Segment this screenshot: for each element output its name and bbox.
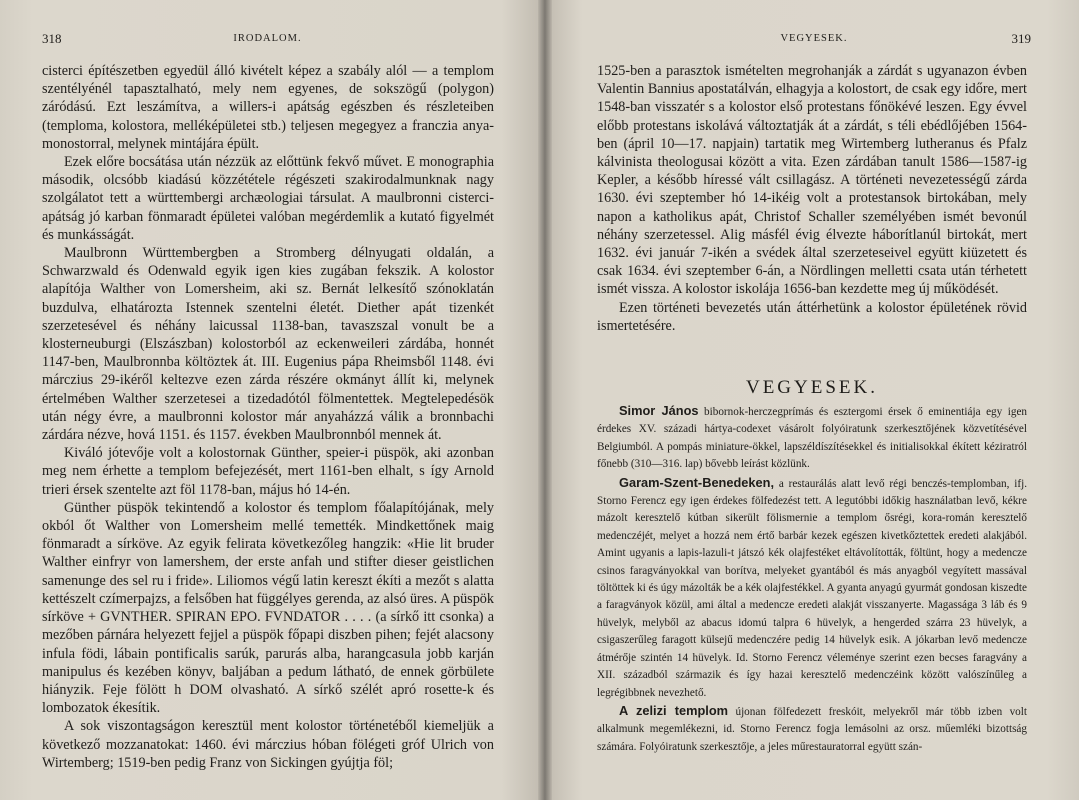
page-number-right: 319: [1011, 31, 1031, 46]
notice-lead: Garam-Szent-Benedeken,: [619, 474, 775, 490]
notices-column: [597, 402, 1027, 756]
notice-item: [597, 402, 1027, 474]
running-head-left: IRODALOM.: [233, 33, 302, 44]
notice-lead: A zelizi templom: [619, 702, 729, 718]
paragraph: A sok viszontagságon keresztül ment kolostor történetéből kiemeljük a következő mozzanatokat: 1460. évi márczius hóban fölégeti gróf Ulrich von Wirtemberg; 1519-ben pedig Franz von Sickingen gyújtja föl;: [42, 718, 494, 771]
paragraph: cisterci építészetben egyedül álló kivételt képez a szabály alól — a templom szentélyénél tapasztalható, mely nem egyenes, de sokszögű (polygon) záródású. Ezt leszámítva, a willers-i apátság egészben és részleteiben (temploma, kolostora, melléképületei stb.) teljesen megegyez a franczia anya-monostorral, melynek mintájára épült.: [42, 63, 494, 152]
right-body-text: [597, 62, 1027, 335]
left-running-head: [42, 33, 493, 49]
notice-item: [597, 474, 1027, 702]
running-head-right: VEGYESEK.: [780, 33, 848, 44]
page-number-left: 318: [42, 31, 62, 46]
book-gutter: [538, 0, 552, 800]
section-title: VEGYESEK.: [745, 377, 879, 398]
notice-lead: Simor János: [619, 403, 699, 418]
paragraph: Maulbronn Württembergben a Stromberg délnyugati oldalán, a Schwarzwald és Odenwald egyik igen kies zugában fekszik. A kolostor alapítója Walther von Lomersheim, aki sz. Bernát lelkesítő szónoklatán buzdulva, elhatározta Istennek szentelni életét. Diether apát tizenkét szerzetesével és néhány laicussal 1138-ban, tavaszszal vonult be a klosterneuburgi (Elszászban) kolostorból az eckenweileri zárdába, honnét 1147-ben, Maulbronnba költöztek át. III. Eugenius pápa Rheimsből 1148. évi márczius 29-ikéről keltezve ezen zárda részére okmányt állít ki, melynek értelmében Walther szerzetesei a tizedadótól fölmentettek. Megtelepedésök után négy évre, a maulbronni kolostor már anyaházzá válik a bronnbachi zárdára nézve, hová 1151. és 1157. években Maulbronnból mennek át.: [42, 245, 494, 444]
paragraph: Günther püspök tekintendő a kolostor és templom főalapítójának, mely okból őt Walther von Lomersheim mellé temették. Mindkettőnek maig fönmaradt a sírköve. Az egyik felirata következőleg hangzik: «Hie lit bruder Walther einfryr von lamershem, der erste anfah und stifter dieser geistlichen samenunge des sel ru i fride». Liliomos végű latin kereszt ékíti a mezőt s alatta kettészelt czímerpajzs, a felsőben hat függélyes gerenda, az alsó üres. A püspök sírköve + GVNTHER. SPIRAN EPO. FVNDATOR . . . . (a sírkő itt csonka) a mezőben párnára helyezett fejjel a püspök főpapi diszben pihen; fejét alacsony infula födi, lábain pontificalis sarúk, parurás alba, harangcasula jobb karján manipulus és kezében könyv, baljában a pedum látható, de ennek görbülete hiányzik. Feje fölött h DOM olvasható. A sírkő szélét apró rosette-k és lombozatok ékesítik.: [42, 499, 494, 717]
right-running-head: [597, 33, 1031, 49]
notice-text: újonan fölfedezett freskóit, melyekről már több izben volt alkalmunk megemlékezni, id. Storno Ferencz fogja lemásolni az orsz. műemléki bizottság számára. Folyóiratunk szerkesztője, a jeles műrestauratorral együtt szán-: [597, 705, 1027, 753]
paragraph: Ezen történeti bevezetés után áttérhetünk a kolostor épületének rövid ismertetésére.: [597, 299, 1027, 334]
right-page: [545, 0, 1079, 800]
paragraph: 1525-ben a parasztok ismételten megrohanják a zárdát s ugyanazon évben Valentin Bannius apostatálván, elhagyja a kolostort, de csak egy időre, mert 1548-ban visszatér s a kolostor első protestans főnökévé leszen. Egy évvel előbb protestans iskolává változtatják át a zárdát, s téli ebédlőjében 1564-ben (ápril 10—17. napjain) tartatik meg Wirtemberg lutheranus és Pfalz kálvinista theologusai között a vita. Ezen zárdában tanult 1586—1587-ig Kepler, a később híressé vált csillagász. A történeti nevezetességű zárda 1630. évi szeptember hó 14-ikéig volt a protestansok birtokában, mely napon a katholikus apát, Christof Schaller személyében ismét bevonúl néhány szerzetessel. Alig másfél évig élvezte háborítlanúl birtokát, mert 1632. évi január 7-ikén a svédek által szerzeteseivel együtt kiüzetett és csak 1634. évi szeptember 6-án, a Nördlingen melletti csata után térhetett ismét vissza. A kolostor iskolája 1656-ban kezdette meg új működését.: [597, 63, 1027, 298]
paragraph: Ezek előre bocsátása után nézzük az előttünk fekvő művet. E monographia második, olcsóbb kiadású közzététele régészeti szakirodalmunknak nagy szolgálatot tett a württembergi archæologiai társulat. A maulbronni cisterci-apátság jó karban fönmaradt épületei valóban megérdemlik a kutató figyelmét és munkásságát.: [42, 154, 494, 243]
notice-item: [597, 702, 1027, 756]
notice-text: a restaurálás alatt levő régi benczés-templomban, ifj. Storno Ferencz egy igen érdekes fölfedezést tett. A legutóbbi időkig használatban levő, kékre mázolt keresztelő kútban sikerült fölismernie a templom ősrégi, kora-román keresztelő medenczéjét, melyet a hozzá nem értő barbár kezek egészen kivetkőztettek eredeti alakjából. Amint ugyanis a lapis-lazuli-t játszó kék olajfestéket eltávolították, föltünt, hogy a medencze csinos faragványokkal van borítva, melyeket gyantából és más anyagból vegyített massával töltöttek ki és úgy mázolták be a kék olajfestékkel. A gyanta anyagú gyurmát gondosan kiszedte a faragványok közül, ami által a medencze eredeti alakját visszanyerte. Magassága 3 láb és 9 hüvelyk, melyből az abacus idomú talpra 6 hüvelyk, a hengerded szárra 23 hüvelyk, a csigaszerűleg faragott külsejű medenczére pedig 14 hüvelyk esik. A jókarban levő medencze átmérője szintén 14 hüvelyk. Id. Storno Ferencz véleménye szerint ezen becses faragvány a XII. századból származik és így hazai keresztelő medenczéink között valószínűleg a legrégibbnek nevezhető.: [597, 477, 1027, 699]
notice-text: bibornok-herczegprímás és esztergomi érsek ő eminentiája egy igen érdekes XV. századi hártya-codexet vásárolt folyóiratunk szerkesztőjének közvetítésével Belgiumból. A pompás miniature-ökkel, lapszéldíszítésekkel és initialisokkal ékített kéziratról főnebb (310—316. lap) bővebb leírást közlünk.: [597, 406, 1027, 471]
left-body-text: [42, 62, 494, 772]
paragraph: Kiváló jótevője volt a kolostornak Günther, speier-i püspök, aki azonban meg nem érhette a templom befejezését, mert 1161-ben elhalt, s így Arnold trieri érsek szentelte azt föl 1178-ban, május hó 14-én.: [42, 445, 494, 498]
